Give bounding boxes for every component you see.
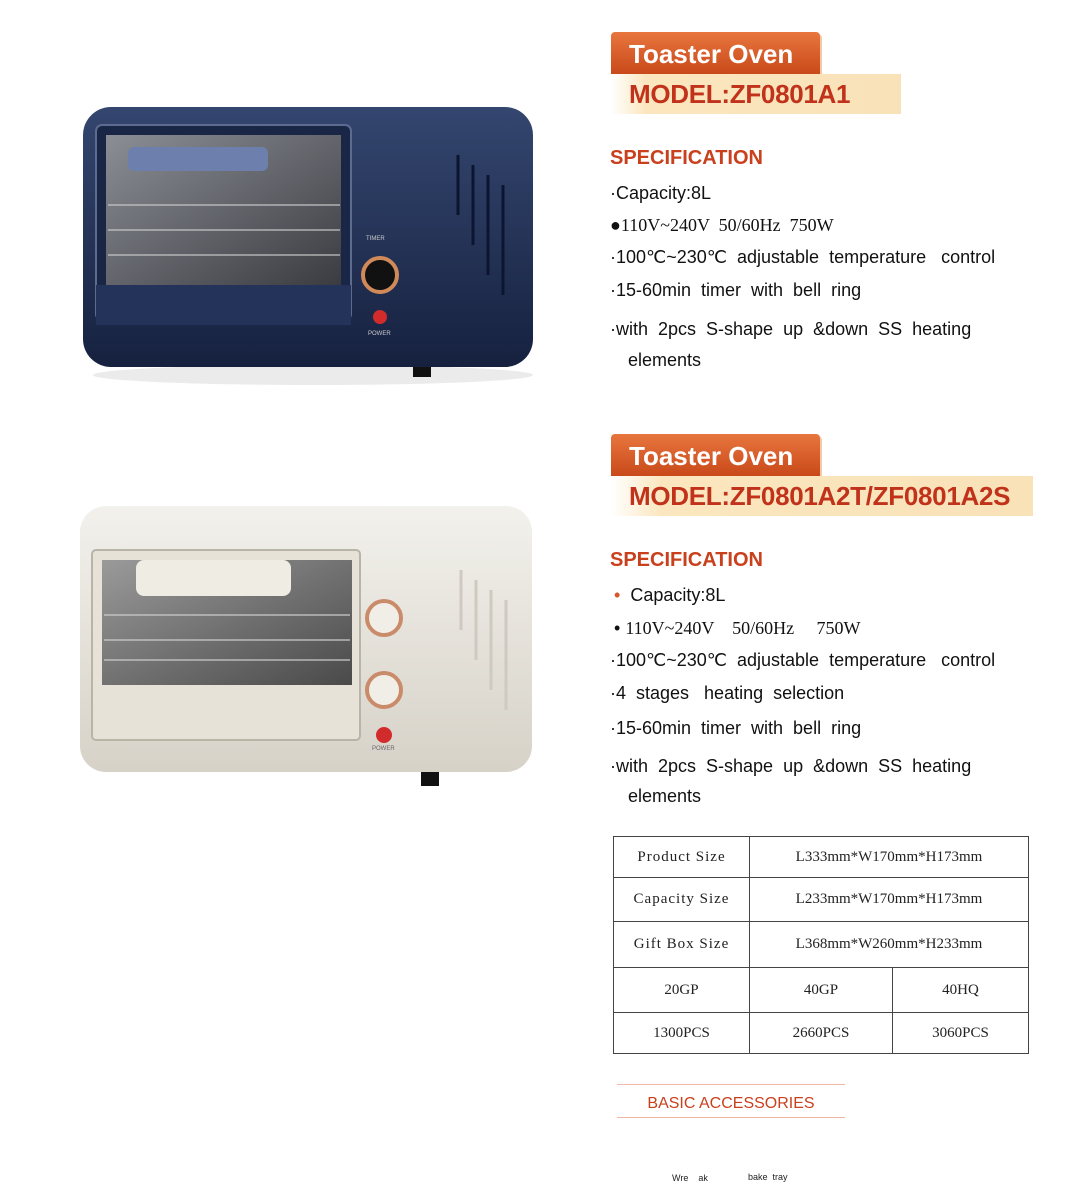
product-2-spec-voltage-text: 110V~240V 50/60Hz 750W <box>625 618 861 638</box>
product-2-spec-heating: ·with 2pcs S-shape up &down SS heating <box>610 756 972 776</box>
product-2-spec-capacity <box>614 585 725 606</box>
product-2-spec-stages: ·4 stages heating selection <box>610 683 845 703</box>
table-row <box>614 1013 1029 1054</box>
product-2-badge: Toaster Oven <box>611 434 820 476</box>
container-40gp-header: 40GP <box>750 968 893 1013</box>
table-row <box>614 922 1029 968</box>
size-table <box>613 836 1029 1054</box>
gift-box-size-value: L368mm*W260mm*H233mm <box>750 922 1029 968</box>
product-2-spec-voltage <box>614 618 861 639</box>
timer-label: TIMER <box>366 236 385 242</box>
bullet-icon: • <box>614 618 621 638</box>
product-1-spec-temperature: ·100℃~230℃ adjustable temperature control <box>610 247 996 267</box>
container-40gp-value: 2660PCS <box>750 1013 893 1054</box>
navy-toaster-oven-image <box>78 95 538 395</box>
product-2-spec-title: SPECIFICATION <box>610 549 763 571</box>
accessory-wire-rack-label: Wre ak <box>672 1173 708 1183</box>
capacity-size-label: Capacity Size <box>614 878 750 922</box>
cream-toaster-oven-image <box>76 500 538 800</box>
bullet-icon: • <box>614 585 621 605</box>
product-2-spec-temperature: ·100℃~230℃ adjustable temperature control <box>610 650 996 670</box>
power-label: POWER <box>368 331 391 337</box>
product-1-spec-capacity: ·Capacity:8L <box>610 183 712 203</box>
basic-accessories-title: BASIC ACCESSORIES <box>617 1084 845 1118</box>
container-40hq-value: 3060PCS <box>893 1013 1029 1054</box>
product-1-spec-voltage: ●110V~240V 50/60Hz 750W <box>610 215 834 235</box>
product-1-spec-heating: ·with 2pcs S-shape up &down SS heating <box>610 319 972 339</box>
product-1-model: MODEL:ZF0801A1 <box>611 74 901 114</box>
container-20gp-value: 1300PCS <box>614 1013 750 1054</box>
table-row <box>614 968 1029 1013</box>
table-row <box>614 878 1029 922</box>
capacity-size-value: L233mm*W170mm*H173mm <box>750 878 1029 922</box>
product-1-spec-timer: ·15-60min timer with bell ring <box>610 280 862 300</box>
product-size-value: L333mm*W170mm*H173mm <box>750 837 1029 878</box>
power-label: POWER <box>372 746 395 752</box>
gift-box-size-label: Gift Box Size <box>614 922 750 968</box>
product-2-spec-capacity-text: Capacity:8L <box>630 585 726 605</box>
product-2-model: MODEL:ZF0801A2T/ZF0801A2S <box>611 476 1033 516</box>
product-size-label: Product Size <box>614 837 750 878</box>
product-1-spec-heating-cont: elements <box>628 350 702 370</box>
product-1-badge: Toaster Oven <box>611 32 820 74</box>
table-row <box>614 837 1029 878</box>
product-1-spec-title: SPECIFICATION <box>610 147 763 169</box>
product-2-spec-timer: ·15-60min timer with bell ring <box>610 718 862 738</box>
accessory-bake-tray-label: bake tray <box>748 1172 788 1182</box>
container-20gp-header: 20GP <box>614 968 750 1013</box>
container-40hq-header: 40HQ <box>893 968 1029 1013</box>
product-2-spec-heating-cont: elements <box>628 786 702 806</box>
